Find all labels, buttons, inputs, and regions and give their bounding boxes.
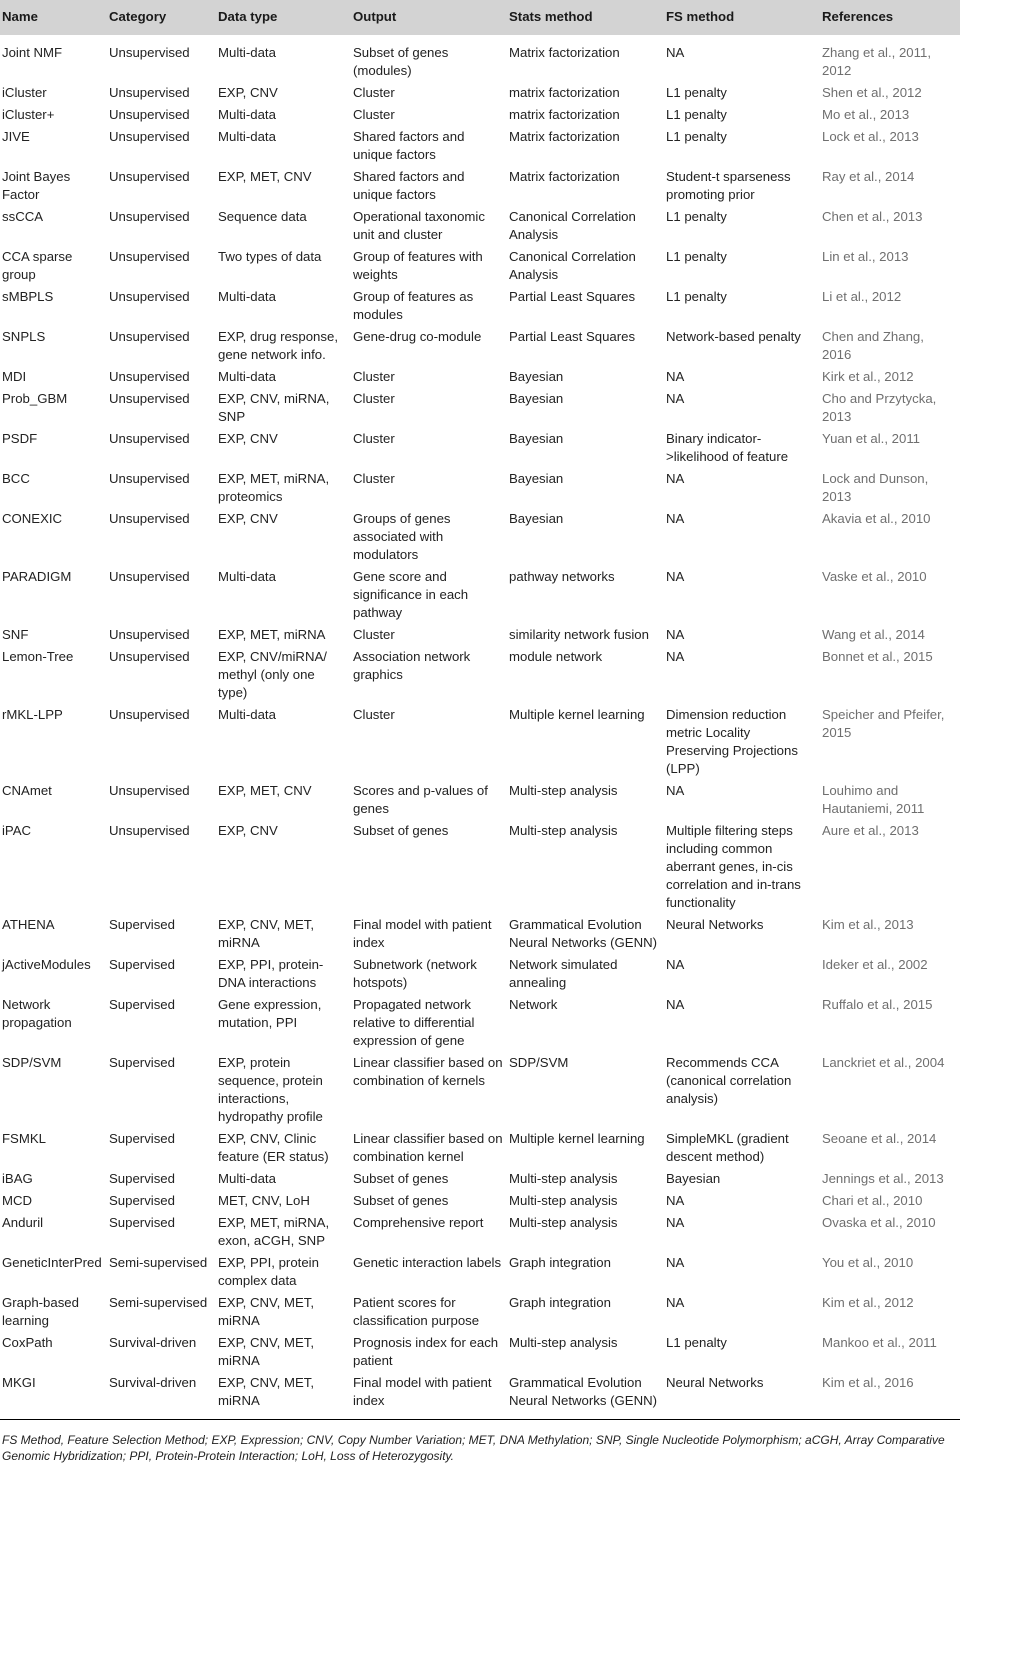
cell-reference: Mo et al., 2013 bbox=[822, 107, 910, 122]
cell-reference: Lock et al., 2013 bbox=[820, 126, 960, 166]
cell-data-type: MET, CNV, LoH bbox=[218, 1193, 310, 1208]
cell-reference: Kirk et al., 2012 bbox=[820, 366, 960, 388]
cell-stats-method: Graph integration bbox=[509, 1255, 611, 1270]
cell-fs-method: NA bbox=[664, 508, 820, 566]
cell-stats-method: matrix factorization bbox=[507, 82, 664, 104]
cell-stats-method: Network bbox=[509, 997, 558, 1012]
cell-stats-method: Canonical Correlation Analysis bbox=[509, 249, 636, 282]
table-row bbox=[0, 994, 960, 1052]
table-row bbox=[0, 246, 960, 286]
cell-name: PSDF bbox=[0, 428, 107, 468]
cell-category: Unsupervised bbox=[109, 329, 190, 344]
cell-name: PARADIGM bbox=[2, 569, 72, 584]
cell-data-type: EXP, CNV, MET, miRNA bbox=[216, 1372, 351, 1420]
cell-fs-method: Bayesian bbox=[664, 1168, 820, 1190]
cell-data-type: EXP, MET, miRNA bbox=[216, 624, 351, 646]
cell-output: Groups of genes associated with modulators bbox=[351, 508, 507, 566]
cell-name: Prob_GBM bbox=[2, 391, 68, 406]
cell-stats-method: module network bbox=[509, 649, 603, 664]
cell-name: Joint NMF bbox=[2, 45, 63, 60]
cell-reference: Bonnet et al., 2015 bbox=[822, 649, 933, 664]
cell-fs-method: Network-based penalty bbox=[666, 329, 801, 344]
cell-reference: You et al., 2010 bbox=[822, 1255, 914, 1270]
cell-fs-method: L1 penalty bbox=[666, 249, 727, 264]
cell-name: MCD bbox=[2, 1193, 33, 1208]
cell-category: Semi-supervised bbox=[109, 1255, 208, 1270]
table-row bbox=[0, 35, 960, 82]
cell-data-type: EXP, PPI, protein complex data bbox=[218, 1255, 319, 1288]
cell-category: Unsupervised bbox=[107, 366, 216, 388]
header-category: Category bbox=[107, 0, 216, 35]
cell-name: iBAG bbox=[0, 1168, 107, 1190]
cell-stats-method: matrix factorization bbox=[509, 107, 620, 122]
cell-category: Semi-supervised bbox=[107, 1292, 216, 1332]
cell-output: Cluster bbox=[351, 366, 507, 388]
table-row bbox=[0, 104, 960, 126]
cell-stats-method: Partial Least Squares bbox=[507, 286, 664, 326]
cell-category: Unsupervised bbox=[109, 649, 190, 664]
cell-fs-method: L1 penalty bbox=[664, 286, 820, 326]
cell-stats-method: Network simulated annealing bbox=[507, 954, 664, 994]
cell-data-type: Multi-data bbox=[216, 286, 351, 326]
cell-fs-method: SimpleMKL (gradient descent method) bbox=[666, 1131, 789, 1164]
cell-fs-method: NA bbox=[666, 471, 685, 486]
cell-fs-method: Binary indicator->likelihood of feature bbox=[664, 428, 820, 468]
cell-data-type: EXP, MET, miRNA, proteomics bbox=[218, 471, 330, 504]
cell-fs-method: NA bbox=[664, 366, 820, 388]
cell-fs-method: NA bbox=[666, 1193, 685, 1208]
cell-fs-method: Neural Networks bbox=[666, 917, 764, 932]
cell-data-type: EXP, CNV, miRNA, SNP bbox=[218, 391, 330, 424]
cell-name: CNAmet bbox=[2, 783, 52, 798]
cell-data-type: EXP, CNV bbox=[216, 82, 351, 104]
cell-fs-method: NA bbox=[666, 391, 685, 406]
cell-category: Unsupervised bbox=[109, 569, 190, 584]
cell-data-type: EXP, MET, CNV bbox=[218, 783, 312, 798]
cell-output: Linear classifier based on combination of kernels bbox=[351, 1052, 507, 1128]
table-row bbox=[0, 206, 960, 246]
table-row bbox=[0, 954, 960, 994]
cell-stats-method: Multi-step analysis bbox=[507, 1168, 664, 1190]
cell-category: Survival-driven bbox=[109, 1335, 197, 1350]
cell-fs-method: Multiple filtering steps including common aberrant genes, in-cis correlation and in-trans functionality bbox=[664, 820, 820, 914]
cell-data-type: EXP, PPI, protein-DNA interactions bbox=[216, 954, 351, 994]
cell-data-type: Gene expression, mutation, PPI bbox=[218, 997, 322, 1030]
cell-name: CONEXIC bbox=[0, 508, 107, 566]
cell-data-type: Multi-data bbox=[216, 704, 351, 780]
cell-fs-method: Recommends CCA (canonical correlation analysis) bbox=[664, 1052, 820, 1128]
table-row bbox=[0, 780, 960, 820]
cell-output: Scores and p-values of genes bbox=[353, 783, 488, 816]
cell-name: SNF bbox=[0, 624, 107, 646]
table-row bbox=[0, 1332, 960, 1372]
cell-stats-method: Graph integration bbox=[507, 1292, 664, 1332]
cell-reference: Akavia et al., 2010 bbox=[820, 508, 960, 566]
cell-output: Cluster bbox=[353, 471, 395, 486]
cell-data-type: EXP, CNV, MET, miRNA bbox=[218, 917, 315, 950]
cell-stats-method: Canonical Correlation Analysis bbox=[507, 206, 664, 246]
cell-reference: Chen et al., 2013 bbox=[820, 206, 960, 246]
cell-output: Patient scores for classification purpose bbox=[351, 1292, 507, 1332]
table-row bbox=[0, 326, 960, 366]
cell-output: Subset of genes bbox=[353, 1193, 449, 1208]
cell-fs-method: L1 penalty bbox=[664, 126, 820, 166]
cell-fs-method: NA bbox=[664, 954, 820, 994]
cell-data-type: EXP, drug response, gene network info. bbox=[218, 329, 338, 362]
table-body bbox=[0, 35, 960, 1420]
cell-category: Unsupervised bbox=[109, 107, 190, 122]
cell-name: sMBPLS bbox=[0, 286, 107, 326]
cell-reference: Li et al., 2012 bbox=[820, 286, 960, 326]
cell-name: Joint Bayes Factor bbox=[2, 169, 71, 202]
cell-output: Cluster bbox=[351, 704, 507, 780]
cell-category: Unsupervised bbox=[107, 126, 216, 166]
cell-fs-method: L1 penalty bbox=[664, 82, 820, 104]
cell-output: Shared factors and unique factors bbox=[353, 169, 465, 202]
cell-output: Final model with patient index bbox=[351, 1372, 507, 1420]
cell-stats-method: SDP/SVM bbox=[507, 1052, 664, 1128]
cell-output: Subset of genes bbox=[351, 1168, 507, 1190]
cell-reference: Chari et al., 2010 bbox=[822, 1193, 923, 1208]
cell-data-type: EXP, MET, miRNA, exon, aCGH, SNP bbox=[216, 1212, 351, 1252]
cell-data-type: Two types of data bbox=[218, 249, 322, 264]
cell-data-type: EXP, CNV, Clinic feature (ER status) bbox=[218, 1131, 329, 1164]
cell-output: Cluster bbox=[351, 624, 507, 646]
cell-reference: Mankoo et al., 2011 bbox=[822, 1335, 937, 1350]
cell-name: MKGI bbox=[0, 1372, 107, 1420]
cell-category: Supervised bbox=[107, 1212, 216, 1252]
cell-stats-method: Bayesian bbox=[507, 428, 664, 468]
table-row bbox=[0, 1128, 960, 1168]
cell-name: BCC bbox=[2, 471, 30, 486]
cell-reference: Lanckriet et al., 2004 bbox=[820, 1052, 960, 1128]
cell-name: Lemon-Tree bbox=[2, 649, 74, 664]
cell-output: Comprehensive report bbox=[351, 1212, 507, 1252]
cell-category: Unsupervised bbox=[109, 249, 190, 264]
cell-stats-method: Bayesian bbox=[507, 508, 664, 566]
cell-data-type: Multi-data bbox=[216, 366, 351, 388]
cell-output: Group of features with weights bbox=[353, 249, 483, 282]
cell-category: Supervised bbox=[107, 954, 216, 994]
cell-name: iCluster+ bbox=[2, 107, 55, 122]
cell-reference: Vaske et al., 2010 bbox=[822, 569, 927, 584]
cell-stats-method: Multi-step analysis bbox=[509, 783, 618, 798]
cell-stats-method: Matrix factorization bbox=[509, 169, 620, 184]
table-row bbox=[0, 126, 960, 166]
cell-reference: Zhang et al., 2011, 2012 bbox=[822, 45, 931, 78]
header-output: Output bbox=[351, 0, 507, 35]
header-row bbox=[0, 0, 960, 35]
cell-stats-method: Matrix factorization bbox=[507, 126, 664, 166]
cell-fs-method: NA bbox=[664, 1292, 820, 1332]
cell-name: iPAC bbox=[0, 820, 107, 914]
table-row bbox=[0, 624, 960, 646]
cell-fs-method: L1 penalty bbox=[666, 1335, 727, 1350]
table-row bbox=[0, 914, 960, 954]
cell-reference: Yuan et al., 2011 bbox=[820, 428, 960, 468]
cell-fs-method: NA bbox=[666, 783, 685, 798]
cell-stats-method: Multiple kernel learning bbox=[507, 704, 664, 780]
cell-data-type: EXP, MET, CNV bbox=[218, 169, 312, 184]
cell-stats-method: Bayesian bbox=[509, 471, 564, 486]
table-row bbox=[0, 468, 960, 508]
cell-category: Unsupervised bbox=[107, 206, 216, 246]
cell-category: Unsupervised bbox=[107, 428, 216, 468]
cell-stats-method: similarity network fusion bbox=[507, 624, 664, 646]
cell-output: Cluster bbox=[351, 428, 507, 468]
table-row bbox=[0, 388, 960, 428]
cell-name: Network propagation bbox=[2, 997, 72, 1030]
cell-output: Prognosis index for each patient bbox=[353, 1335, 499, 1368]
cell-name: CoxPath bbox=[2, 1335, 53, 1350]
cell-data-type: EXP, CNV, MET, miRNA bbox=[216, 1292, 351, 1332]
cell-reference: Lock and Dunson, 2013 bbox=[822, 471, 929, 504]
cell-name: jActiveModules bbox=[0, 954, 107, 994]
cell-reference: Kim et al., 2013 bbox=[822, 917, 914, 932]
cell-reference: Lin et al., 2013 bbox=[822, 249, 909, 264]
table-row bbox=[0, 1052, 960, 1128]
cell-stats-method: Matrix factorization bbox=[509, 45, 620, 60]
cell-output: Propagated network relative to differential expression of gene bbox=[353, 997, 475, 1048]
cell-output: Cluster bbox=[351, 82, 507, 104]
header-fs-method: FS method bbox=[664, 0, 820, 35]
cell-stats-method: Multi-step analysis bbox=[509, 1193, 618, 1208]
header-stats-method: Stats method bbox=[507, 0, 664, 35]
cell-fs-method: Neural Networks bbox=[664, 1372, 820, 1420]
cell-name: iCluster bbox=[0, 82, 107, 104]
cell-reference: Chen and Zhang, 2016 bbox=[822, 329, 924, 362]
cell-category: Unsupervised bbox=[107, 820, 216, 914]
cell-category: Supervised bbox=[107, 1168, 216, 1190]
cell-fs-method: Student-t sparseness promoting prior bbox=[666, 169, 791, 202]
header-name: Name bbox=[0, 0, 107, 35]
table-row bbox=[0, 366, 960, 388]
cell-category: Unsupervised bbox=[107, 508, 216, 566]
cell-fs-method: NA bbox=[666, 1255, 685, 1270]
table-row bbox=[0, 166, 960, 206]
cell-output: Final model with patient index bbox=[353, 917, 492, 950]
cell-output: Gene-drug co-module bbox=[353, 329, 482, 344]
cell-fs-method: Dimension reduction metric Locality Preserving Projections (LPP) bbox=[664, 704, 820, 780]
cell-reference: Cho and Przytycka, 2013 bbox=[822, 391, 937, 424]
table-row bbox=[0, 820, 960, 914]
cell-stats-method: Multi-step analysis bbox=[507, 1212, 664, 1252]
cell-name: ssCCA bbox=[0, 206, 107, 246]
cell-category: Supervised bbox=[109, 1131, 175, 1146]
cell-data-type: Multi-data bbox=[218, 107, 276, 122]
cell-output: Operational taxonomic unit and cluster bbox=[351, 206, 507, 246]
cell-category: Unsupervised bbox=[107, 82, 216, 104]
cell-data-type: EXP, CNV/miRNA/ methyl (only one type) bbox=[218, 649, 327, 700]
cell-category: Supervised bbox=[109, 917, 175, 932]
cell-reference: Wang et al., 2014 bbox=[820, 624, 960, 646]
cell-reference: Ideker et al., 2002 bbox=[820, 954, 960, 994]
cell-stats-method: Grammatical Evolution Neural Networks (GENN) bbox=[507, 1372, 664, 1420]
cell-fs-method: L1 penalty bbox=[664, 206, 820, 246]
cell-fs-method: NA bbox=[666, 649, 685, 664]
cell-reference: Ovaska et al., 2010 bbox=[820, 1212, 960, 1252]
cell-name: SNPLS bbox=[2, 329, 46, 344]
cell-category: Supervised bbox=[107, 1052, 216, 1128]
cell-name: FSMKL bbox=[2, 1131, 46, 1146]
cell-category: Unsupervised bbox=[109, 391, 190, 406]
cell-output: Shared factors and unique factors bbox=[351, 126, 507, 166]
cell-output: Genetic interaction labels bbox=[353, 1255, 502, 1270]
cell-category: Supervised bbox=[109, 997, 175, 1012]
cell-fs-method: L1 penalty bbox=[666, 107, 727, 122]
cell-output: Subset of genes (modules) bbox=[353, 45, 449, 78]
cell-reference: Aure et al., 2013 bbox=[820, 820, 960, 914]
cell-output: Linear classifier based on combination kernel bbox=[353, 1131, 503, 1164]
table-footnote: FS Method, Feature Selection Method; EXP, Expression; CNV, Copy Number Variation; MET, DNA Methylation; SNP, Single Nucleotide Polymorphism; aCGH, Array Comparative Genomic Hybridization; PPI, Protein-Protein Interaction; LoH, Loss of Heterozygosity. bbox=[2, 1433, 945, 1463]
cell-stats-method: Multi-step analysis bbox=[509, 1335, 618, 1350]
cell-reference: Louhimo and Hautaniemi, 2011 bbox=[822, 783, 925, 816]
cell-category: Unsupervised bbox=[107, 286, 216, 326]
cell-stats-method: Multiple kernel learning bbox=[509, 1131, 645, 1146]
cell-data-type: Multi-data bbox=[218, 45, 276, 60]
cell-reference: Ray et al., 2014 bbox=[822, 169, 915, 184]
cell-name: Graph-based learning bbox=[0, 1292, 107, 1332]
cell-category: Unsupervised bbox=[109, 45, 190, 60]
cell-output: Cluster bbox=[353, 391, 395, 406]
cell-fs-method: NA bbox=[666, 45, 685, 60]
table-row bbox=[0, 704, 960, 780]
cell-category: Unsupervised bbox=[109, 169, 190, 184]
cell-name: rMKL-LPP bbox=[0, 704, 107, 780]
cell-output: Cluster bbox=[353, 107, 395, 122]
table-row bbox=[0, 1212, 960, 1252]
header-data-type: Data type bbox=[216, 0, 351, 35]
cell-data-type: EXP, CNV, MET, miRNA bbox=[218, 1335, 315, 1368]
cell-name: JIVE bbox=[0, 126, 107, 166]
cell-category: Unsupervised bbox=[107, 704, 216, 780]
cell-category: Unsupervised bbox=[107, 624, 216, 646]
cell-data-type: Sequence data bbox=[216, 206, 351, 246]
cell-name: GeneticInterPred bbox=[2, 1255, 102, 1270]
cell-category: Unsupervised bbox=[109, 783, 190, 798]
cell-output: Subnetwork (network hotspots) bbox=[351, 954, 507, 994]
cell-fs-method: NA bbox=[666, 569, 685, 584]
table-row bbox=[0, 1190, 960, 1212]
table-row bbox=[0, 1372, 960, 1420]
cell-data-type: Multi-data bbox=[216, 1168, 351, 1190]
cell-name: Anduril bbox=[0, 1212, 107, 1252]
table-row bbox=[0, 1292, 960, 1332]
table-row bbox=[0, 286, 960, 326]
cell-output: Gene score and significance in each pathway bbox=[353, 569, 469, 620]
cell-data-type: EXP, CNV bbox=[216, 508, 351, 566]
cell-reference: Speicher and Pfeifer, 2015 bbox=[820, 704, 960, 780]
cell-stats-method: Partial Least Squares bbox=[509, 329, 636, 344]
cell-data-type: EXP, CNV bbox=[216, 428, 351, 468]
cell-reference: Seoane et al., 2014 bbox=[822, 1131, 937, 1146]
table-row bbox=[0, 646, 960, 704]
cell-output: Group of features as modules bbox=[351, 286, 507, 326]
cell-stats-method: Bayesian bbox=[507, 366, 664, 388]
cell-reference: Kim et al., 2012 bbox=[820, 1292, 960, 1332]
table-row bbox=[0, 1168, 960, 1190]
cell-reference: Ruffalo et al., 2015 bbox=[822, 997, 933, 1012]
cell-stats-method: Multi-step analysis bbox=[507, 820, 664, 914]
cell-stats-method: pathway networks bbox=[509, 569, 615, 584]
cell-stats-method: Grammatical Evolution Neural Networks (GENN) bbox=[509, 917, 658, 950]
cell-data-type: Multi-data bbox=[216, 126, 351, 166]
cell-fs-method: NA bbox=[666, 997, 685, 1012]
table-row bbox=[0, 508, 960, 566]
cell-name: CCA sparse group bbox=[2, 249, 73, 282]
cell-category: Unsupervised bbox=[109, 471, 190, 486]
cell-data-type: EXP, CNV bbox=[216, 820, 351, 914]
cell-category: Supervised bbox=[109, 1193, 175, 1208]
cell-output: Subset of genes bbox=[351, 820, 507, 914]
cell-name: ATHENA bbox=[2, 917, 55, 932]
cell-name: SDP/SVM bbox=[0, 1052, 107, 1128]
cell-reference: Shen et al., 2012 bbox=[820, 82, 960, 104]
cell-category: Survival-driven bbox=[107, 1372, 216, 1420]
cell-data-type: Multi-data bbox=[218, 569, 276, 584]
cell-reference: Jennings et al., 2013 bbox=[820, 1168, 960, 1190]
cell-fs-method: NA bbox=[664, 1212, 820, 1252]
table-row bbox=[0, 566, 960, 624]
cell-name: MDI bbox=[0, 366, 107, 388]
header-references: References bbox=[820, 0, 960, 35]
cell-fs-method: NA bbox=[664, 624, 820, 646]
table-row bbox=[0, 428, 960, 468]
table-row bbox=[0, 82, 960, 104]
table-header bbox=[0, 0, 960, 35]
cell-stats-method: Bayesian bbox=[509, 391, 564, 406]
cell-data-type: EXP, protein sequence, protein interactions, hydropathy profile bbox=[216, 1052, 351, 1128]
cell-reference: Kim et al., 2016 bbox=[820, 1372, 960, 1420]
table-row bbox=[0, 1252, 960, 1292]
cell-output: Association network graphics bbox=[353, 649, 471, 682]
